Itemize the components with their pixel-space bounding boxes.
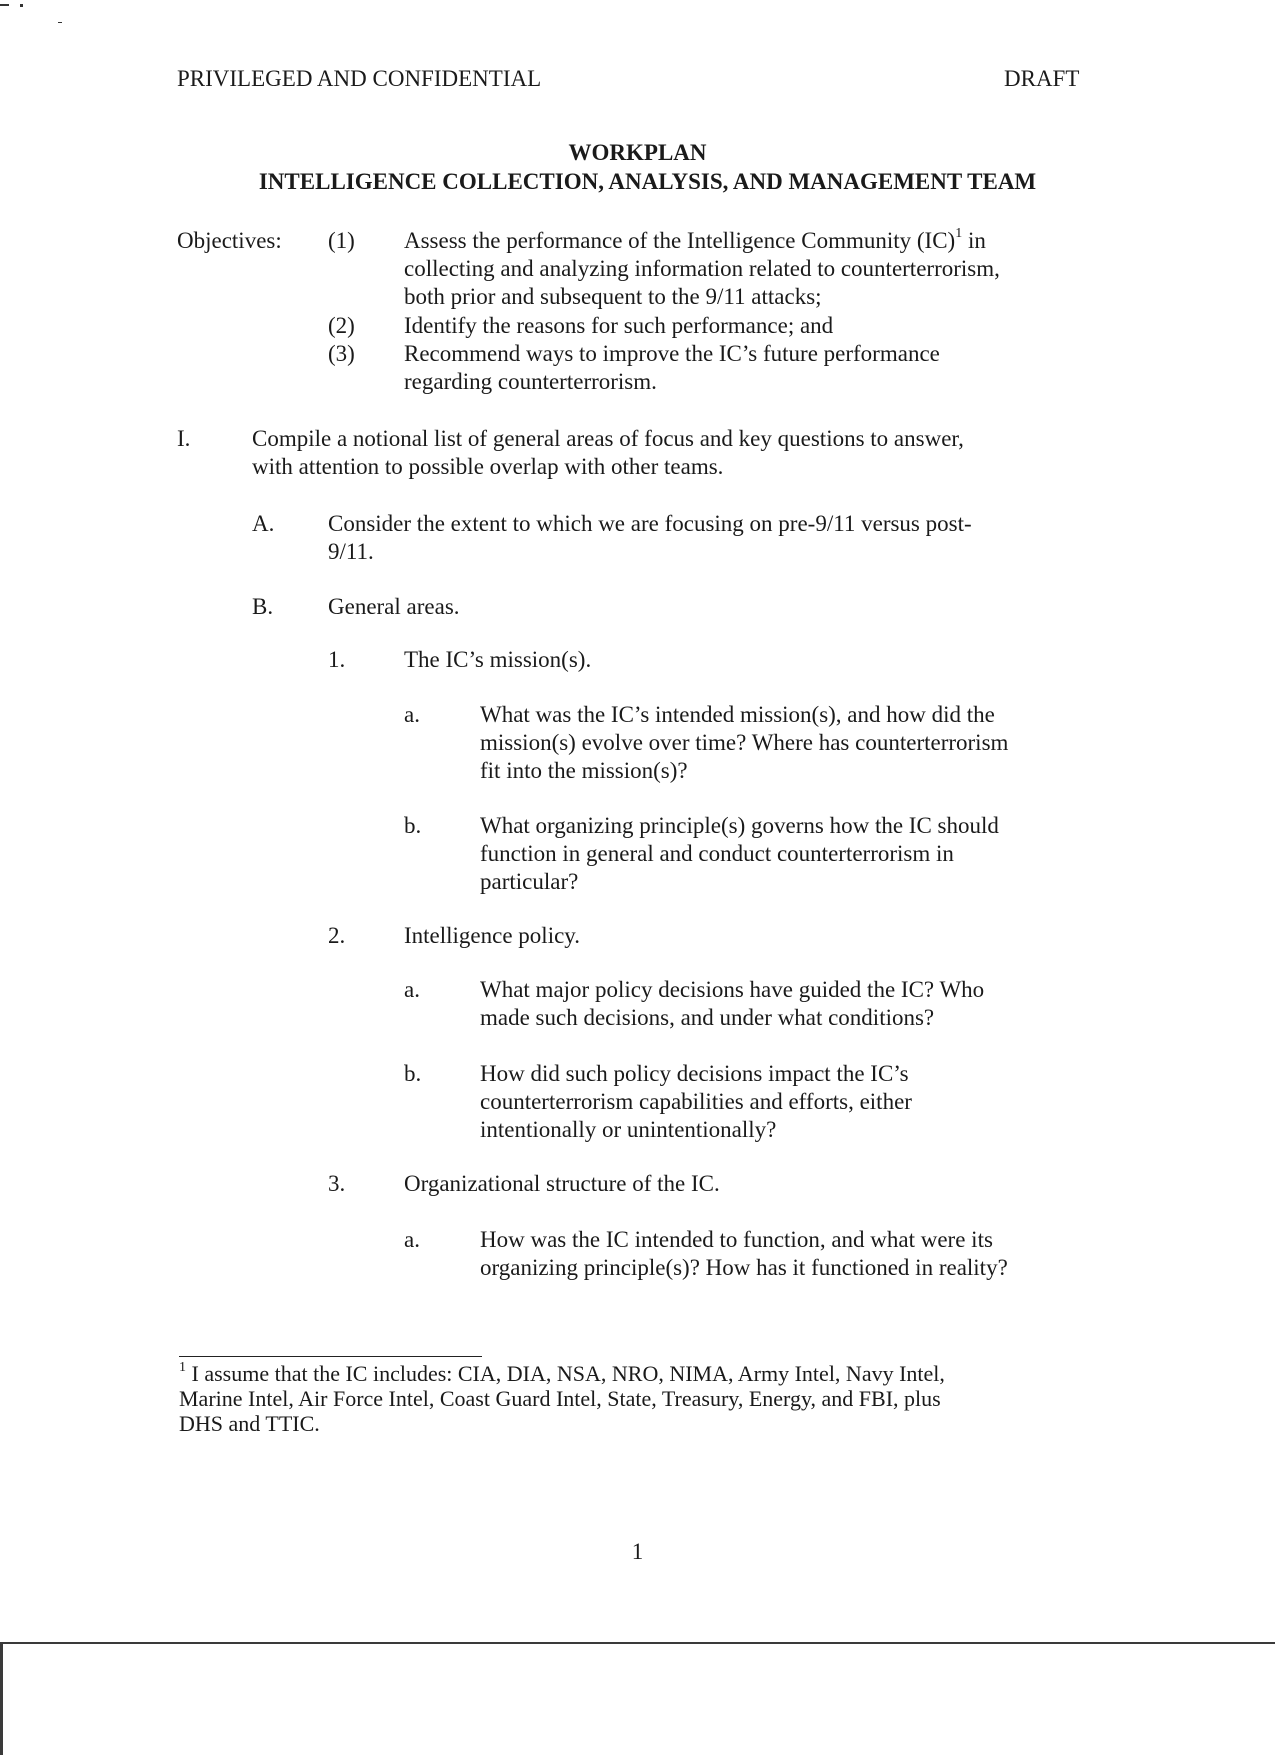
footnote-text-line: I assume that the IC includes: CIA, DIA, NSA, NRO, NIMA, Army Intel, Navy Intel, [186, 1361, 945, 1386]
question-text-line: made such decisions, and under what conditions? [480, 1005, 935, 1030]
question-letter: b. [404, 1061, 422, 1086]
objective-number: (3) [328, 341, 355, 366]
page-title: WORKPLAN [568, 140, 707, 165]
question-text-line: organizing principle(s)? How has it functioned in reality? [480, 1255, 1008, 1280]
footnote-reference: 1 [955, 226, 963, 242]
objective-text-line: both prior and subsequent to the 9/11 attacks; [404, 284, 822, 309]
subsection-letter: B. [252, 594, 274, 619]
scan-edge-line [0, 1642, 1275, 1644]
item-text: The IC’s mission(s). [404, 647, 592, 672]
footnote-marker: 1 [179, 1359, 186, 1375]
question-letter: b. [404, 813, 422, 838]
footnote-text-line: DHS and TTIC. [179, 1411, 320, 1436]
item-number: 1. [328, 647, 346, 672]
objective-text [404, 226, 986, 255]
draft-label: DRAFT [1004, 66, 1080, 91]
objective-text-line: collecting and analyzing information related to counterterrorism, [404, 256, 1000, 281]
item-number: 2. [328, 923, 346, 948]
item-text: Organizational structure of the IC. [404, 1171, 720, 1196]
scan-mark [58, 22, 62, 23]
objective-text: Recommend ways to improve the IC’s future performance [404, 341, 940, 366]
question-text: What was the IC’s intended mission(s), and how did the [480, 702, 995, 727]
question-text-line: counterterrorism capabilities and efforts, either [480, 1089, 912, 1114]
objectives-label: Objectives: [177, 228, 282, 253]
section-text-line: with attention to possible overlap with other teams. [252, 454, 724, 479]
subsection-text: Consider the extent to which we are focusing on pre-9/11 versus post- [328, 511, 972, 536]
scan-edge-line [0, 1642, 3, 1755]
scan-mark [0, 4, 9, 6]
question-text: How did such policy decisions impact the IC’s [480, 1061, 909, 1086]
page-number: 1 [631, 1539, 644, 1564]
question-text: How was the IC intended to function, and what were its [480, 1227, 993, 1252]
question-text: What major policy decisions have guided the IC? Who [480, 977, 985, 1002]
subsection-text-line: 9/11. [328, 539, 374, 564]
objective-number: (1) [328, 228, 355, 253]
question-text-line: particular? [480, 869, 579, 894]
confidentiality-label: PRIVILEGED AND CONFIDENTIAL [177, 66, 542, 91]
question-text-line: mission(s) evolve over time? Where has counterterrorism [480, 730, 1009, 755]
question-text: What organizing principle(s) governs how the IC should [480, 813, 999, 838]
question-text-line: fit into the mission(s)? [480, 758, 688, 783]
section-number: I. [177, 426, 191, 451]
question-letter: a. [404, 702, 420, 727]
item-text: Intelligence policy. [404, 923, 581, 948]
objective-text-line: regarding counterterrorism. [404, 369, 657, 394]
footnote-separator [179, 1356, 482, 1357]
footnote-text [179, 1361, 945, 1386]
question-letter: a. [404, 977, 420, 1002]
subsection-text: General areas. [328, 594, 460, 619]
section-text: Compile a notional list of general areas of focus and key questions to answer, [252, 426, 964, 451]
question-letter: a. [404, 1227, 420, 1252]
scan-mark [20, 4, 23, 7]
page-subtitle: INTELLIGENCE COLLECTION, ANALYSIS, AND MANAGEMENT TEAM [258, 169, 1037, 194]
item-number: 3. [328, 1171, 346, 1196]
question-text-line: intentionally or unintentionally? [480, 1117, 777, 1142]
subsection-letter: A. [252, 511, 275, 536]
objective-text-line: in [962, 228, 986, 253]
objective-text: Identify the reasons for such performance; and [404, 313, 834, 338]
question-text-line: function in general and conduct counterterrorism in [480, 841, 954, 866]
footnote-text-line: Marine Intel, Air Force Intel, Coast Guard Intel, State, Treasury, Energy, and FBI, plus [179, 1386, 941, 1411]
objective-number: (2) [328, 313, 355, 338]
objective-text-line: Assess the performance of the Intelligence Community (IC) [404, 228, 956, 253]
